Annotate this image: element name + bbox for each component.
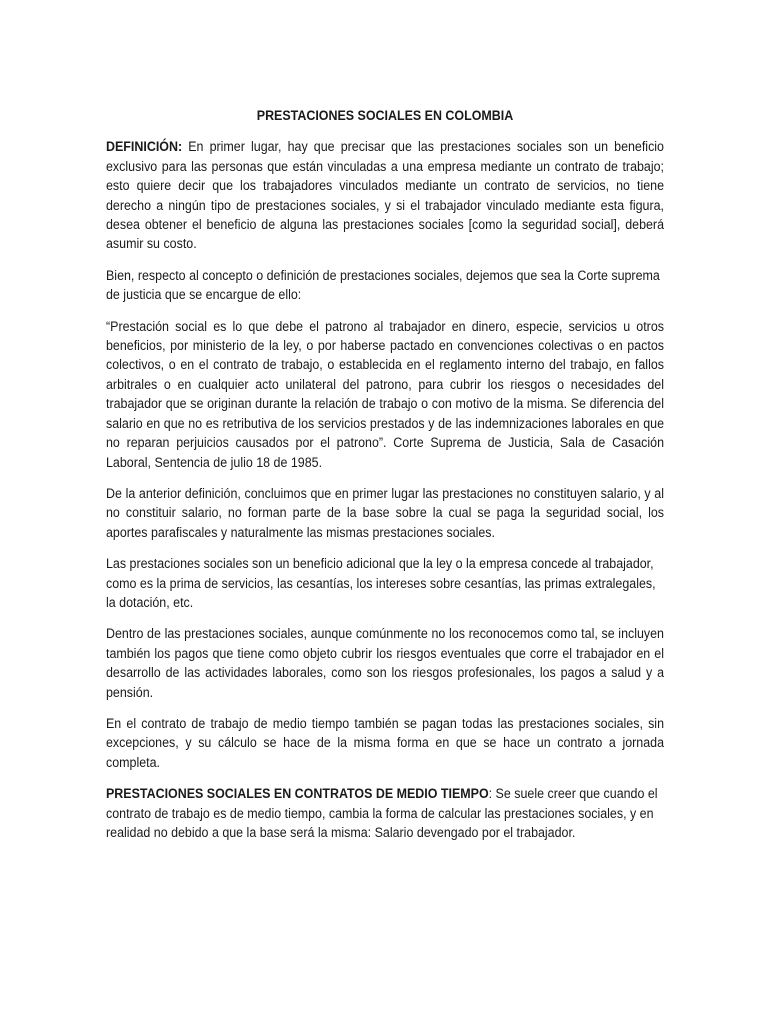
definition-label: DEFINICIÓN: <box>106 139 183 155</box>
definition-text: En primer lugar, hay que precisar que las prestaciones sociales son un beneficio exclusivo para las personas que están vinculadas a una empresa mediante un contrato de trabajo; esto quiere decir que los trabajadores vinculados mediante un contrato de servicios, no tiene derecho a ningún tipo de prestaciones sociales, y si el trabajador vinculado mediante esta figura, desea obtener el beneficio de alguna las prestaciones sociales [como la seguridad social], deberá asumir su costo. <box>106 139 664 252</box>
part-time-section-label: PRESTACIONES SOCIALES EN CONTRATOS DE MEDIO TIEMPO <box>106 786 489 802</box>
document-title: PRESTACIONES SOCIALES EN COLOMBIA <box>256 108 514 123</box>
benefits-paragraph: Las prestaciones sociales son un beneficio adicional que la ley o la empresa concede al trabajador, como es la prima de servicios, las cesantías, los intereses sobre cesantías, las primas extralegales, la dotación, etc. <box>106 556 656 610</box>
document-page <box>106 106 664 854</box>
part-time-section-paragraph <box>106 784 664 842</box>
definition-paragraph <box>106 137 664 253</box>
part-time-section-text: : Se suele creer que cuando el contrato de trabajo es de medio tiempo, cambia la forma de calcular las prestaciones sociales, y en realidad no debido a que la base será la misma: Salario devengado por el trabajador. <box>106 786 658 840</box>
court-quote-paragraph: “Prestación social es lo que debe el patrono al trabajador en dinero, especie, servicios u otros beneficios, por ministerio de la ley, o por haberse pactado en convenciones colectivas o en pactos colectivos, o en el contrato de trabajo, o establecida en el reglamento interno del trabajo, en fallos arbitrales o en cualquier acto unilateral del patrono, para cubrir los riesgos o necesidades del trabajador que se originan durante la relación de trabajo o con motivo de la misma. Se diferencia del salario en que no es retributiva de los servicios prestados y de las indemnizaciones laborales en que no reparan perjuicios causados por el patrono”. Corte Suprema de Justicia, Sala de Casación Laboral, Sentencia de julio 18 de 1985. <box>106 318 664 470</box>
conclusion-paragraph: De la anterior definición, concluimos que en primer lugar las prestaciones no constituyen salario, y al no constituir salario, no forman parte de la base sobre la cual se paga la seguridad social, los aportes parafiscales y naturalmente las mismas prestaciones sociales. <box>106 485 664 540</box>
concept-paragraph: Bien, respecto al concepto o definición de prestaciones sociales, dejemos que sea la Corte suprema de justicia que se encargue de ello: <box>106 267 660 303</box>
risks-paragraph: Dentro de las prestaciones sociales, aunque comúnmente no los reconocemos como tal, se incluyen también los pagos que tiene como objeto cubrir los riesgos eventuales que corre el trabajador en el desarrollo de las actividades laborales, como son los riesgos profesionales, los pagos a salud y a pensión. <box>106 626 664 700</box>
part-time-paragraph: En el contrato de trabajo de medio tiempo también se pagan todas las prestaciones sociales, sin excepciones, y su cálculo se hace de la misma forma en que se hace un contrato a jornada completa. <box>106 715 664 770</box>
